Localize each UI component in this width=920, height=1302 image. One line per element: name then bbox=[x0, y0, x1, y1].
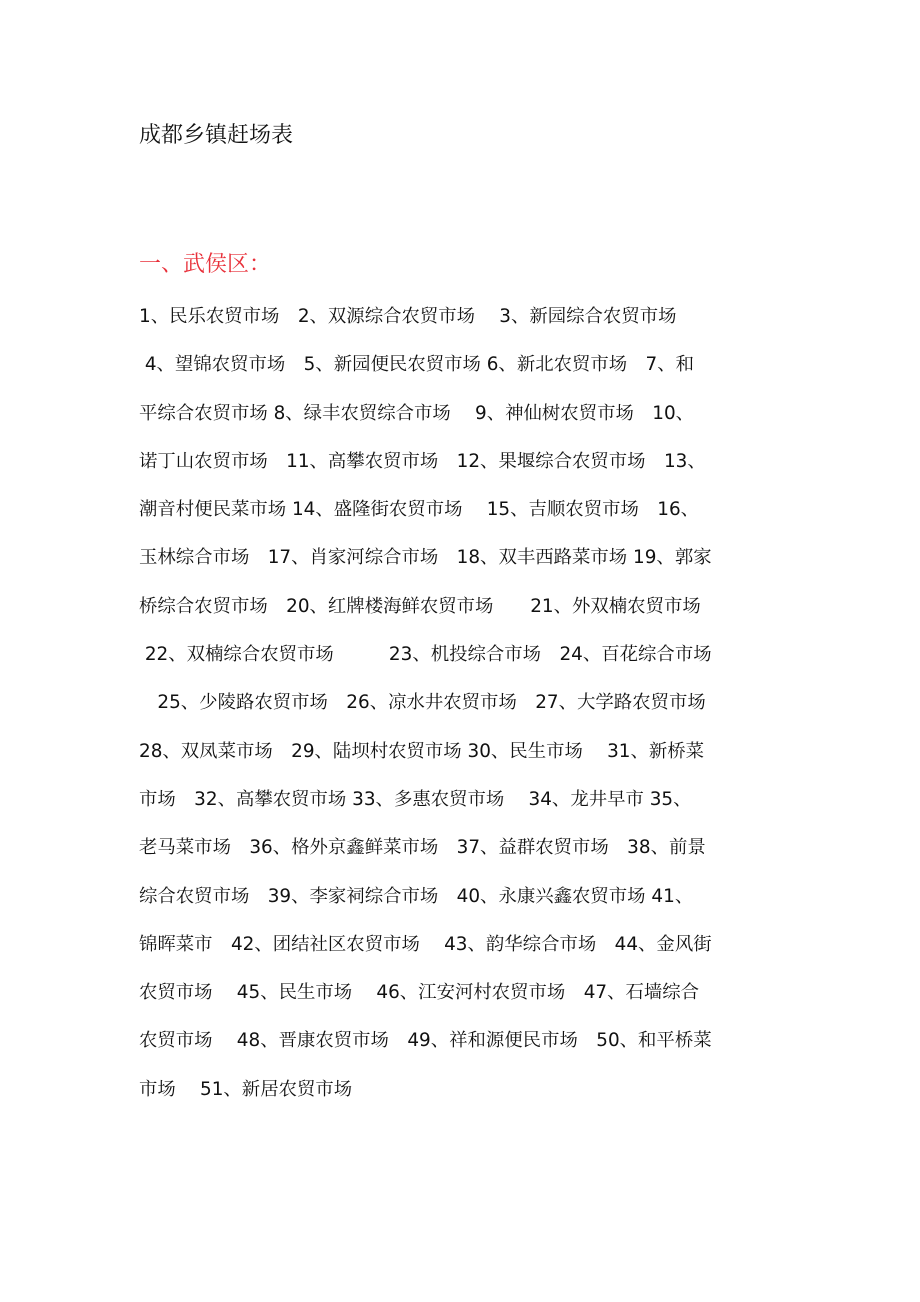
market-list-line: 桥综合农贸市场 20、红牌楼海鲜农贸市场 21、外双楠农贸市场 bbox=[139, 595, 701, 617]
market-list-line: 农贸市场 45、民生市场 46、江安河村农贸市场 47、石墙综合 bbox=[139, 982, 700, 1004]
market-list-line: 4、望锦农贸市场 5、新园便民农贸市场 6、新北农贸市场 7、和 bbox=[139, 354, 695, 376]
market-list-line: 25、少陵路农贸市场 26、凉水井农贸市场 27、大学路农贸市场 bbox=[139, 692, 706, 714]
market-list-line: 老马菜市场 36、格外京鑫鲜菜市场 37、益群农贸市场 38、前景 bbox=[139, 837, 706, 859]
market-list-line: 潮音村便民菜市场 14、盛隆街农贸市场 15、吉顺农贸市场 16、 bbox=[139, 499, 700, 521]
market-list-line: 市场 32、高攀农贸市场 33、多惠农贸市场 34、龙井早市 35、 bbox=[139, 788, 692, 810]
market-list-line: 综合农贸市场 39、李家祠综合市场 40、永康兴鑫农贸市场 41、 bbox=[139, 885, 694, 907]
market-list-line: 1、民乐农贸市场 2、双源综合农贸市场 3、新园综合农贸市场 bbox=[139, 306, 677, 327]
market-list-line: 诺丁山农贸市场 11、高攀农贸市场 12、果堰综合农贸市场 13、 bbox=[139, 450, 706, 472]
market-list-line: 市场 51、新居农贸市场 bbox=[139, 1078, 353, 1100]
market-list-line: 锦晖菜市 42、团结社区农贸市场 43、韵华综合市场 44、金风街 bbox=[139, 933, 712, 955]
market-list-line: 28、双凤菜市场 29、陆坝村农贸市场 30、民生市场 31、新桥菜 bbox=[139, 740, 705, 762]
section-heading-wuhou: 一、武侯区： bbox=[139, 252, 272, 277]
market-list-line: 农贸市场 48、晋康农贸市场 49、祥和源便民市场 50、和平桥菜 bbox=[139, 1030, 712, 1052]
market-list-line: 22、双楠综合农贸市场 23、机投综合市场 24、百花综合市场 bbox=[139, 644, 712, 666]
page-title: 成都乡镇赶场表 bbox=[139, 123, 294, 148]
market-list-line: 平综合农贸市场 8、绿丰农贸综合市场 9、神仙树农贸市场 10、 bbox=[139, 402, 695, 424]
market-list bbox=[139, 293, 789, 1114]
market-list-line: 玉林综合市场 17、肖家河综合市场 18、双丰西路菜市场 19、郭家 bbox=[139, 547, 712, 569]
